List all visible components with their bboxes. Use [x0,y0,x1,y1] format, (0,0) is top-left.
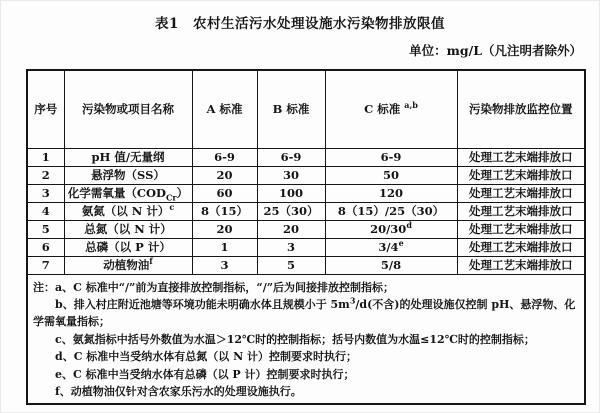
table-cell: 5 [27,220,64,238]
table-cell: 20/30$^d$ [325,220,457,238]
table-cell: pH 值/无量纲 [64,148,192,166]
table-cell: 25（30） [257,202,325,220]
table-row [27,202,585,220]
table-row [27,148,585,166]
column-header: 序号 [27,70,64,148]
table-cell: 20 [192,220,257,238]
column-header: 污染物排放监控位置 [457,70,585,148]
table-cell: 20 [257,220,325,238]
table-cell: 处理工艺末端排放口 [457,184,585,202]
table-cell: 50 [325,166,457,184]
table-cell: 氨氮（以 N 计）$^c$ [64,202,192,220]
table-cell: 1 [192,238,257,256]
table-cell: 悬浮物（SS） [64,166,192,184]
table-row [27,166,585,184]
table-cell: 20 [192,166,257,184]
table-cell: 处理工艺末端排放口 [457,238,585,256]
table-row [27,220,585,238]
discharge-limits-table [26,69,586,405]
table-cell: 2 [27,166,64,184]
column-header: 污染物或项目名称 [64,70,192,148]
table-cell: 5 [257,256,325,274]
table-cell: 30 [257,166,325,184]
table-notes [27,274,585,404]
table-row [27,256,585,274]
table-cell: 化学需氧量$(COD_{Cr})$ [64,184,192,202]
table-cell: 处理工艺末端排放口 [457,148,585,166]
table-cell: 处理工艺末端排放口 [457,220,585,238]
column-header: A 标准 [192,70,257,148]
table-cell: 3 [27,184,64,202]
table-note: f、动植物油仅针对含农家乐污水的处理设施执行。 [55,384,302,398]
table-note: c、氨氮指标中括号外数值为水温＞12℃时的控制指标；括号内数值为水温≤12℃时的控制指标； [55,332,535,346]
notes-row [27,274,585,404]
table-cell: 3 [192,256,257,274]
table-cell: 3 [257,238,325,256]
table-header-row [27,70,585,148]
table-cell: 处理工艺末端排放口 [457,202,585,220]
table-note: b、排入村庄附近池塘等环境功能未明确水体且规模小于 $5m^3/d$(不含)的处理设施仅控制 pH、悬浮物、化学需氧量指标； [33,295,576,329]
table-cell: 6-9 [192,148,257,166]
column-header: B 标准 [257,70,325,148]
table-note: 注：a、C 标准中“/”前为直接排放控制指标，“/”后为间接排放控制指标； [33,280,395,294]
table-cell: 1 [27,148,64,166]
table-cell: 3/4e [325,238,457,256]
table-cell: 8（15）/25（30） [325,202,457,220]
unit-note: 单位：mg/L（凡注明者除外） [409,43,582,58]
table-cell: 处理工艺末端排放口 [457,256,585,274]
table-note: d、C 标准中当受纳水体有总氮（以 N 计）控制要求时执行； [55,350,357,364]
table-row [27,238,585,256]
table-cell: 8（15） [192,202,257,220]
table-cell: 6 [27,238,64,256]
table-cell: 7 [27,256,64,274]
table-row [27,184,585,202]
table-cell: 总氮（以 N 计） [64,220,192,238]
table-cell: 60 [192,184,257,202]
table-cell: 5/8 [325,256,457,274]
table-cell: 120 [325,184,457,202]
table-cell: 动植物油$^f$ [64,256,192,274]
column-header: C 标准 $^{a,b}$ [325,70,457,148]
table-note: e、C 标准中当受纳水体有总磷（以 P 计）控制要求时执行； [55,367,355,381]
table-cell: 4 [27,202,64,220]
table-cell: 6-9 [257,148,325,166]
table-cell: 处理工艺末端排放口 [457,166,585,184]
table-cell: 100 [257,184,325,202]
table-title: 表1 农村生活污水处理设施水污染物排放限值 [155,16,445,32]
table-cell: 6-9 [325,148,457,166]
table-cell: 总磷（以 P 计） [64,238,192,256]
